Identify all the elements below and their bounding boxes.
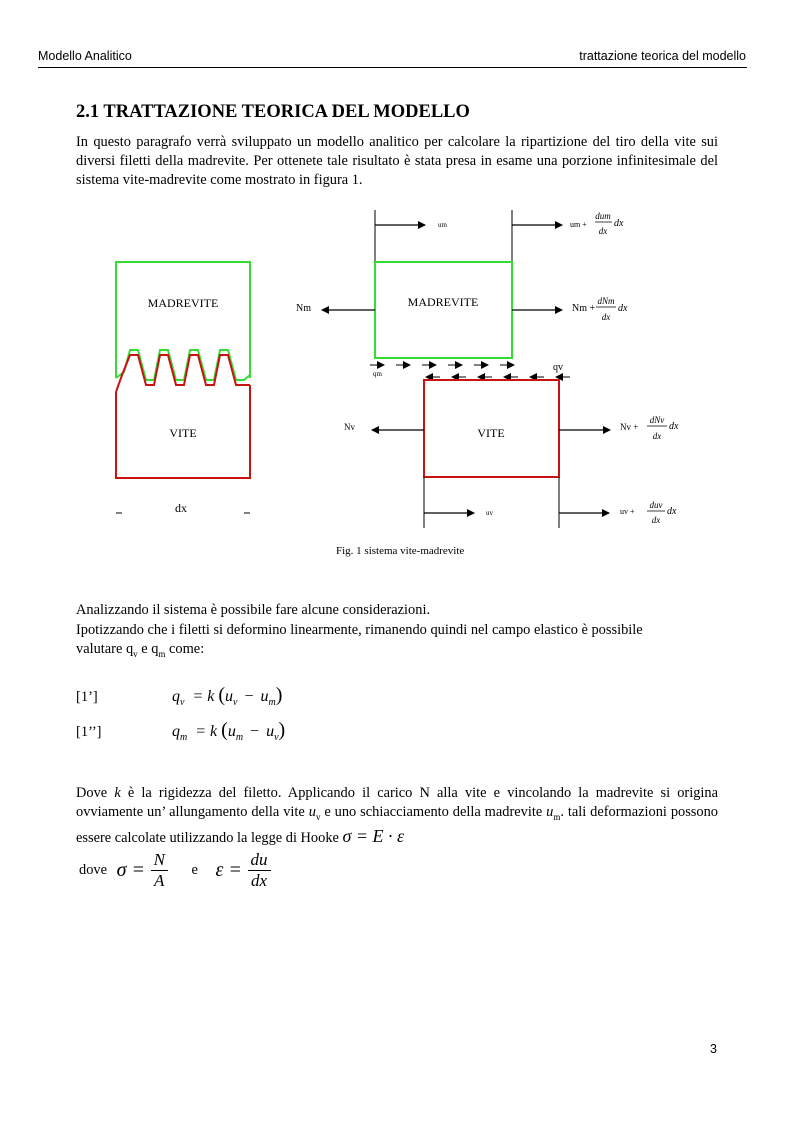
right-madrevite-box (375, 262, 512, 358)
page-number: 3 (710, 1042, 717, 1056)
qm-label: qm (373, 370, 382, 378)
um-label: um (438, 221, 447, 229)
duv-numerator: duv (649, 500, 663, 510)
duv-denominator: dx (651, 515, 661, 525)
uv-label: uv (486, 509, 493, 517)
body-paragraph-2b: valutare $q_v$ e $q_m$ come: (76, 641, 205, 659)
body-paragraph-2a: Ipotizzando che i filetti si deformino linearmente, rimanendo quindi nel campo elastico è possibile (76, 622, 643, 638)
dNv-denominator: dx (652, 431, 662, 441)
uv-right-label: uv + (620, 507, 635, 516)
left-madrevite-label: MADREVITE (147, 296, 219, 310)
equation-1: $q_v = k$ $(u_v - u_m)$ (172, 684, 283, 709)
dNv-numerator: dNv (649, 415, 665, 425)
right-madrevite-label: MADREVITE (407, 295, 479, 309)
nm-label: Nm (296, 303, 311, 314)
epsilon-denominator: dx (250, 871, 268, 890)
figure-caption: Fig. 1 sistema vite-madrevite (336, 545, 465, 557)
nm-right-label: Nm + (572, 303, 596, 314)
right-vite-label: VITE (477, 426, 505, 440)
equation-2: $q_m = k$ $(u_m - u_v)$ (172, 719, 286, 744)
equation-label-2: [1’’] (76, 724, 102, 740)
duv-dx-suffix: dx (667, 506, 677, 517)
um-right-label: um + (570, 220, 587, 229)
dNm-denominator: dx (601, 312, 611, 322)
dum-dx-suffix: dx (614, 218, 624, 229)
body-paragraph-1: Analizzando il sistema è possibile fare alcune considerazioni. (76, 602, 431, 618)
figure-vite-madrevite (0, 195, 793, 540)
dNm-dx-suffix: dx (618, 303, 628, 314)
sigma-denominator: A (154, 871, 165, 890)
intro-paragraph: In questo paragrafo verrà sviluppato un modello analitico per calcolare la ripartizione del tiro della vite sui diversi filetti della madrevite. Per ottenete tale risultato è stata presa in esame una porzione infinitesimale del sistema vite-madrevite come mostrato in figura 1. (76, 134, 718, 188)
running-header-left: Modello Analitico (38, 49, 132, 63)
nv-label: Nv (344, 422, 355, 432)
qv-label: qv (553, 362, 563, 373)
equation-label-1: [1’] (76, 689, 98, 705)
dNv-dx-suffix: dx (669, 421, 679, 432)
header-divider (38, 67, 747, 68)
definition-formulas: dove σ = $\frac{N}{A}$ e ε = $\frac{du}{dx}$ (79, 850, 271, 891)
body-paragraph-3: Dove k è la rigidezza del filetto. Applicando il carico N alla vite e vincolando la madrevite si origina ovviamente un’ allungamento della vite $u_v$ e uno schiacciamento della madrevite $u_m$. tali deformazioni possono essere calcolate utilizzando la legge di Hooke σ = E · ε (76, 785, 718, 846)
dum-denominator: dx (598, 226, 608, 236)
left-vite-label: VITE (169, 426, 197, 440)
dum-numerator: dum (595, 211, 611, 221)
left-vite-body (116, 355, 250, 478)
running-header-right: trattazione teorica del modello (579, 49, 746, 63)
nv-right-label: Nv + (620, 422, 639, 432)
dNm-numerator: dNm (597, 296, 615, 306)
sigma-numerator: N (151, 850, 168, 871)
left-dx-label: dx (175, 501, 187, 515)
section-title: 2.1 TRATTAZIONE TEORICA DEL MODELLO (76, 102, 470, 122)
epsilon-numerator: du (248, 850, 271, 871)
